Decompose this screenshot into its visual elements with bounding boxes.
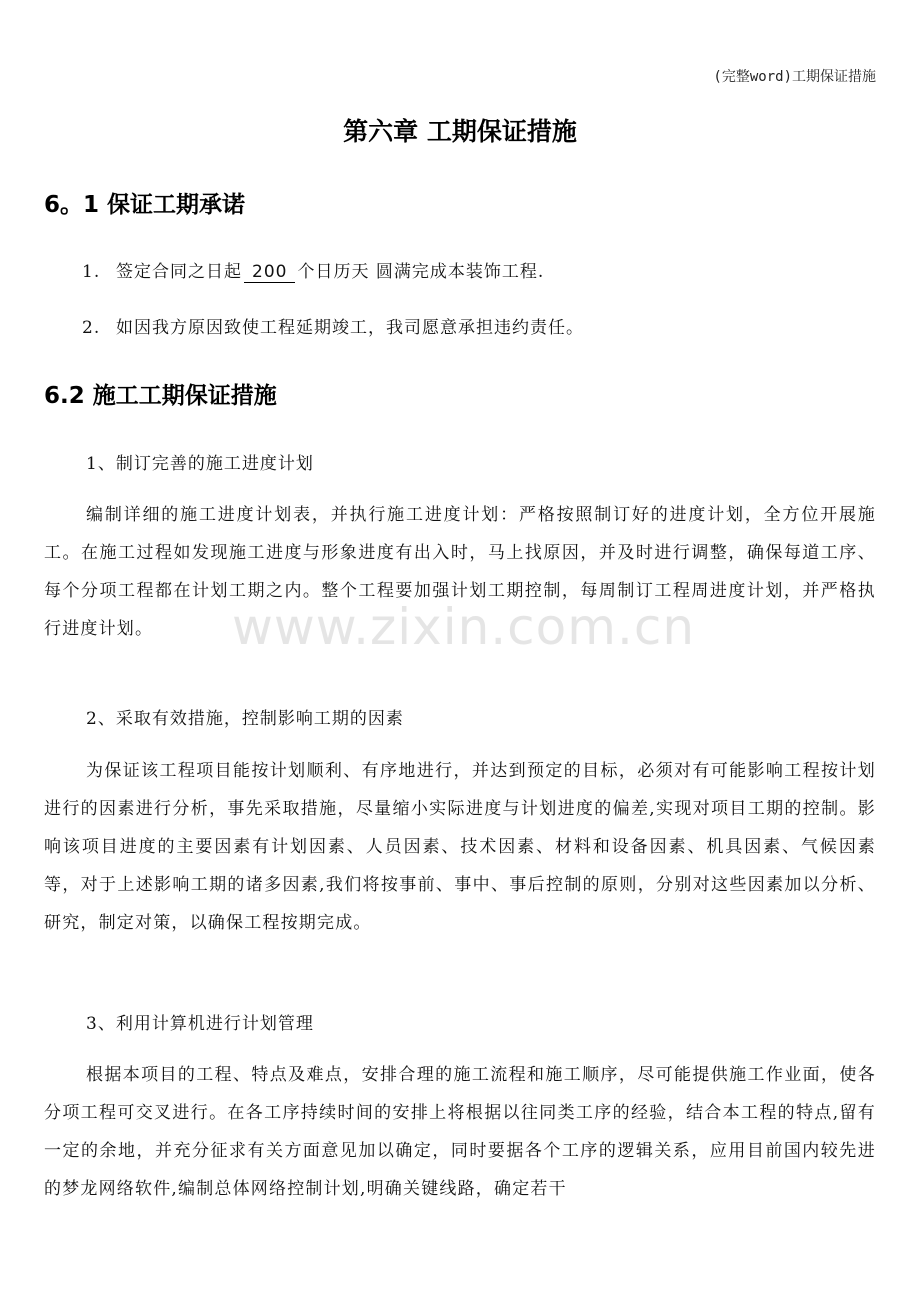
list-item-1 xyxy=(82,257,544,283)
section-heading-6-1: 6。1 保证工期承诺 xyxy=(44,192,246,218)
list-item-text: 如因我方原因致使工程延期竣工，我司愿意承担违约责任。 xyxy=(116,318,584,338)
list-item-text-before: 签定合同之日起 xyxy=(116,262,242,282)
filled-blank-days: 200 xyxy=(244,262,295,283)
list-item-2 xyxy=(82,313,584,338)
document-header-title: (完整word)工期保证措施 xyxy=(713,69,876,85)
section-heading-6-2: 6.2 施工工期保证措施 xyxy=(44,383,277,409)
watermark-text: www.zixin.com.cn xyxy=(232,598,696,656)
chapter-title: 第六章 工期保证措施 xyxy=(343,117,577,146)
subsection-body-2: 为保证该工程项目能按计划顺利、有序地进行，并达到预定的目标，必须对有可能影响工程按计划进行的因素进行分析，事先采取措施，尽量缩小实际进度与计划进度的偏差,实现对项目工期的控制。影响该项目进度的主要因素有计划因素、人员因素、技术因素、材料和设备因素、机具因素、气候因素等，对于上述影响工期的诸多因素,我们将按事前、事中、事后控制的原则，分别对这些因素加以分析、研究，制定对策，以确保工程按期完成。 xyxy=(44,761,876,933)
subsection-title-1: 1、制订完善的施工进度计划 xyxy=(86,454,314,474)
subsection-body-3: 根据本项目的工程、特点及难点，安排合理的施工流程和施工顺序，尽可能提供施工作业面，使各分项工程可交叉进行。在各工序持续时间的安排上将根据以往同类工序的经验，结合本工程的特点,留有一定的余地，并充分征求有关方面意见加以确定，同时要据各个工序的逻辑关系，应用目前国内较先进的梦龙网络软件,编制总体网络控制计划,明确关键线路，确定若干 xyxy=(44,1065,876,1199)
subsection-body-1: 编制详细的施工进度计划表，并执行施工进度计划：严格按照制订好的进度计划，全方位开展施工。在施工过程如发现施工进度与形象进度有出入时，马上找原因，并及时进行调整，确保每道工序、每个分项工程都在计划工期之内。整个工程要加强计划工期控制，每周制订工程周进度计划，并严格执行进度计划。 xyxy=(44,505,876,639)
subsection-title-2: 2、采取有效措施，控制影响工期的因素 xyxy=(86,709,404,729)
subsection-title-3: 3、利用计算机进行计划管理 xyxy=(86,1014,314,1034)
list-item-number: 2. xyxy=(82,318,101,338)
list-item-number: 1. xyxy=(82,262,101,282)
list-item-text-after: 个日历天 圆满完成本装饰工程. xyxy=(297,262,545,282)
